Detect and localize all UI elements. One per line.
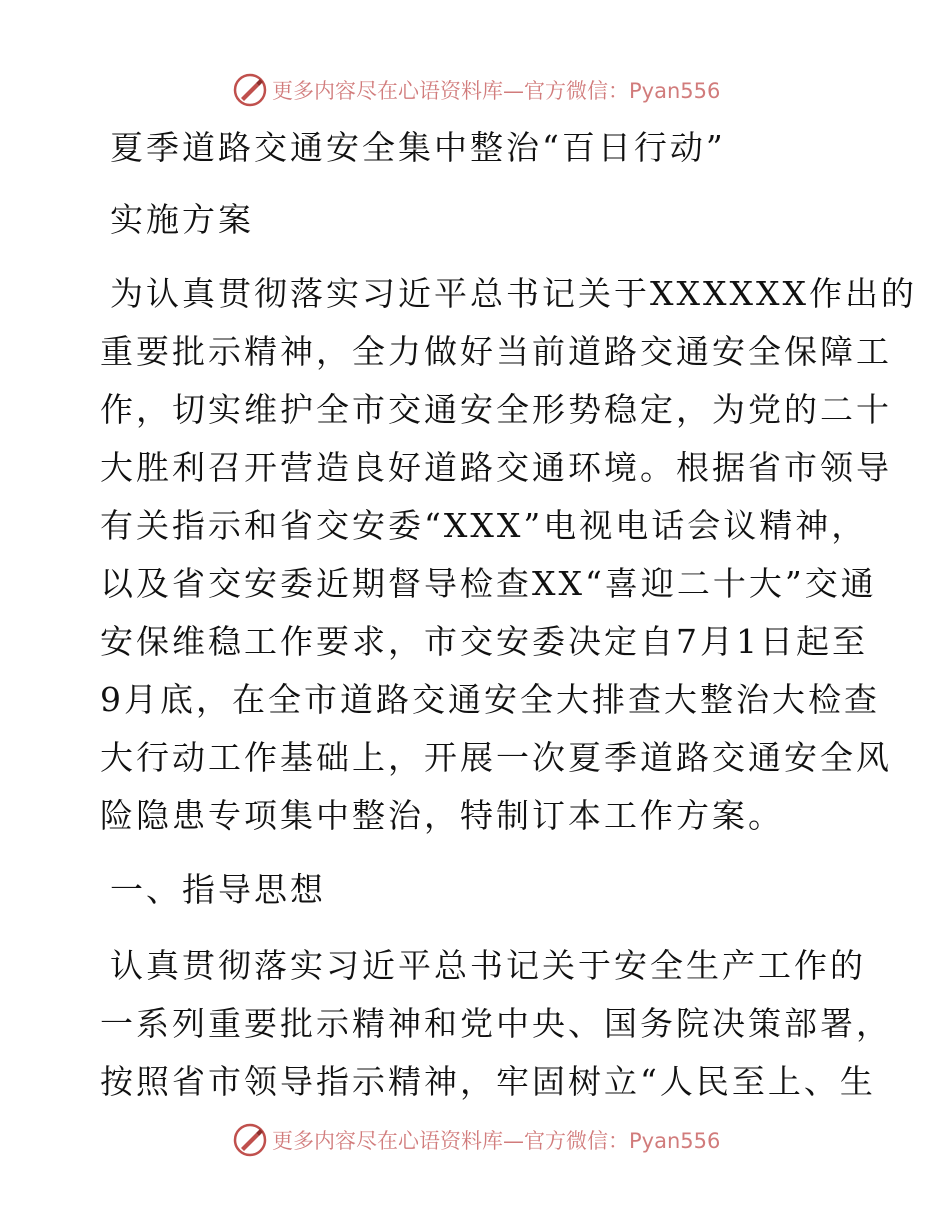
- paragraph-line: 9月底，在全市道路交通安全大排查大整治大检查: [100, 680, 880, 719]
- paragraph-line: 有关指示和省交安委“XXX”电视电话会议精神，: [100, 506, 868, 545]
- paragraph-line: 为认真贯彻落实习近平总书记关于XXXXXX作出的: [110, 274, 917, 313]
- paragraph-line: 认真贯彻落实习近平总书记关于安全生产工作的: [110, 946, 866, 985]
- section-heading: 一、指导思想: [110, 870, 326, 909]
- paragraph-line: 按照省市领导指示精神，牢固树立“人民至上、生: [100, 1062, 876, 1101]
- paragraph-line: 重要批示精神，全力做好当前道路交通安全保障工: [100, 332, 892, 371]
- paragraph-line: 大行动工作基础上，开展一次夏季道路交通安全风: [100, 738, 892, 777]
- paragraph-line: 一系列重要批示精神和党中央、国务院决策部署，: [100, 1004, 892, 1043]
- document-subtitle: 实施方案: [110, 200, 254, 239]
- paragraph-line: 以及省交安委近期督导检查XX“喜迎二十大”交通: [100, 564, 877, 603]
- watermark-text: 更多内容尽在心语资料库—官方微信：Pyan556: [272, 1129, 721, 1153]
- watermark-header: [232, 70, 720, 110]
- watermark-footer: [232, 1120, 720, 1160]
- paragraph-line: 作，切实维护全市交通安全形势稳定，为党的二十: [100, 390, 892, 429]
- pen-logo-icon: [232, 1122, 268, 1158]
- paragraph-line: 大胜利召开营造良好道路交通环境。根据省市领导: [100, 448, 892, 487]
- document-title: 夏季道路交通安全集中整治“百日行动”: [110, 128, 726, 167]
- paragraph-line: 安保维稳工作要求，市交安委决定自7月1日起至: [100, 622, 868, 661]
- paragraph-line: 险隐患专项集中整治，特制订本工作方案。: [100, 796, 784, 835]
- pen-logo-icon: [232, 72, 268, 108]
- watermark-text: 更多内容尽在心语资料库—官方微信：Pyan556: [272, 79, 721, 103]
